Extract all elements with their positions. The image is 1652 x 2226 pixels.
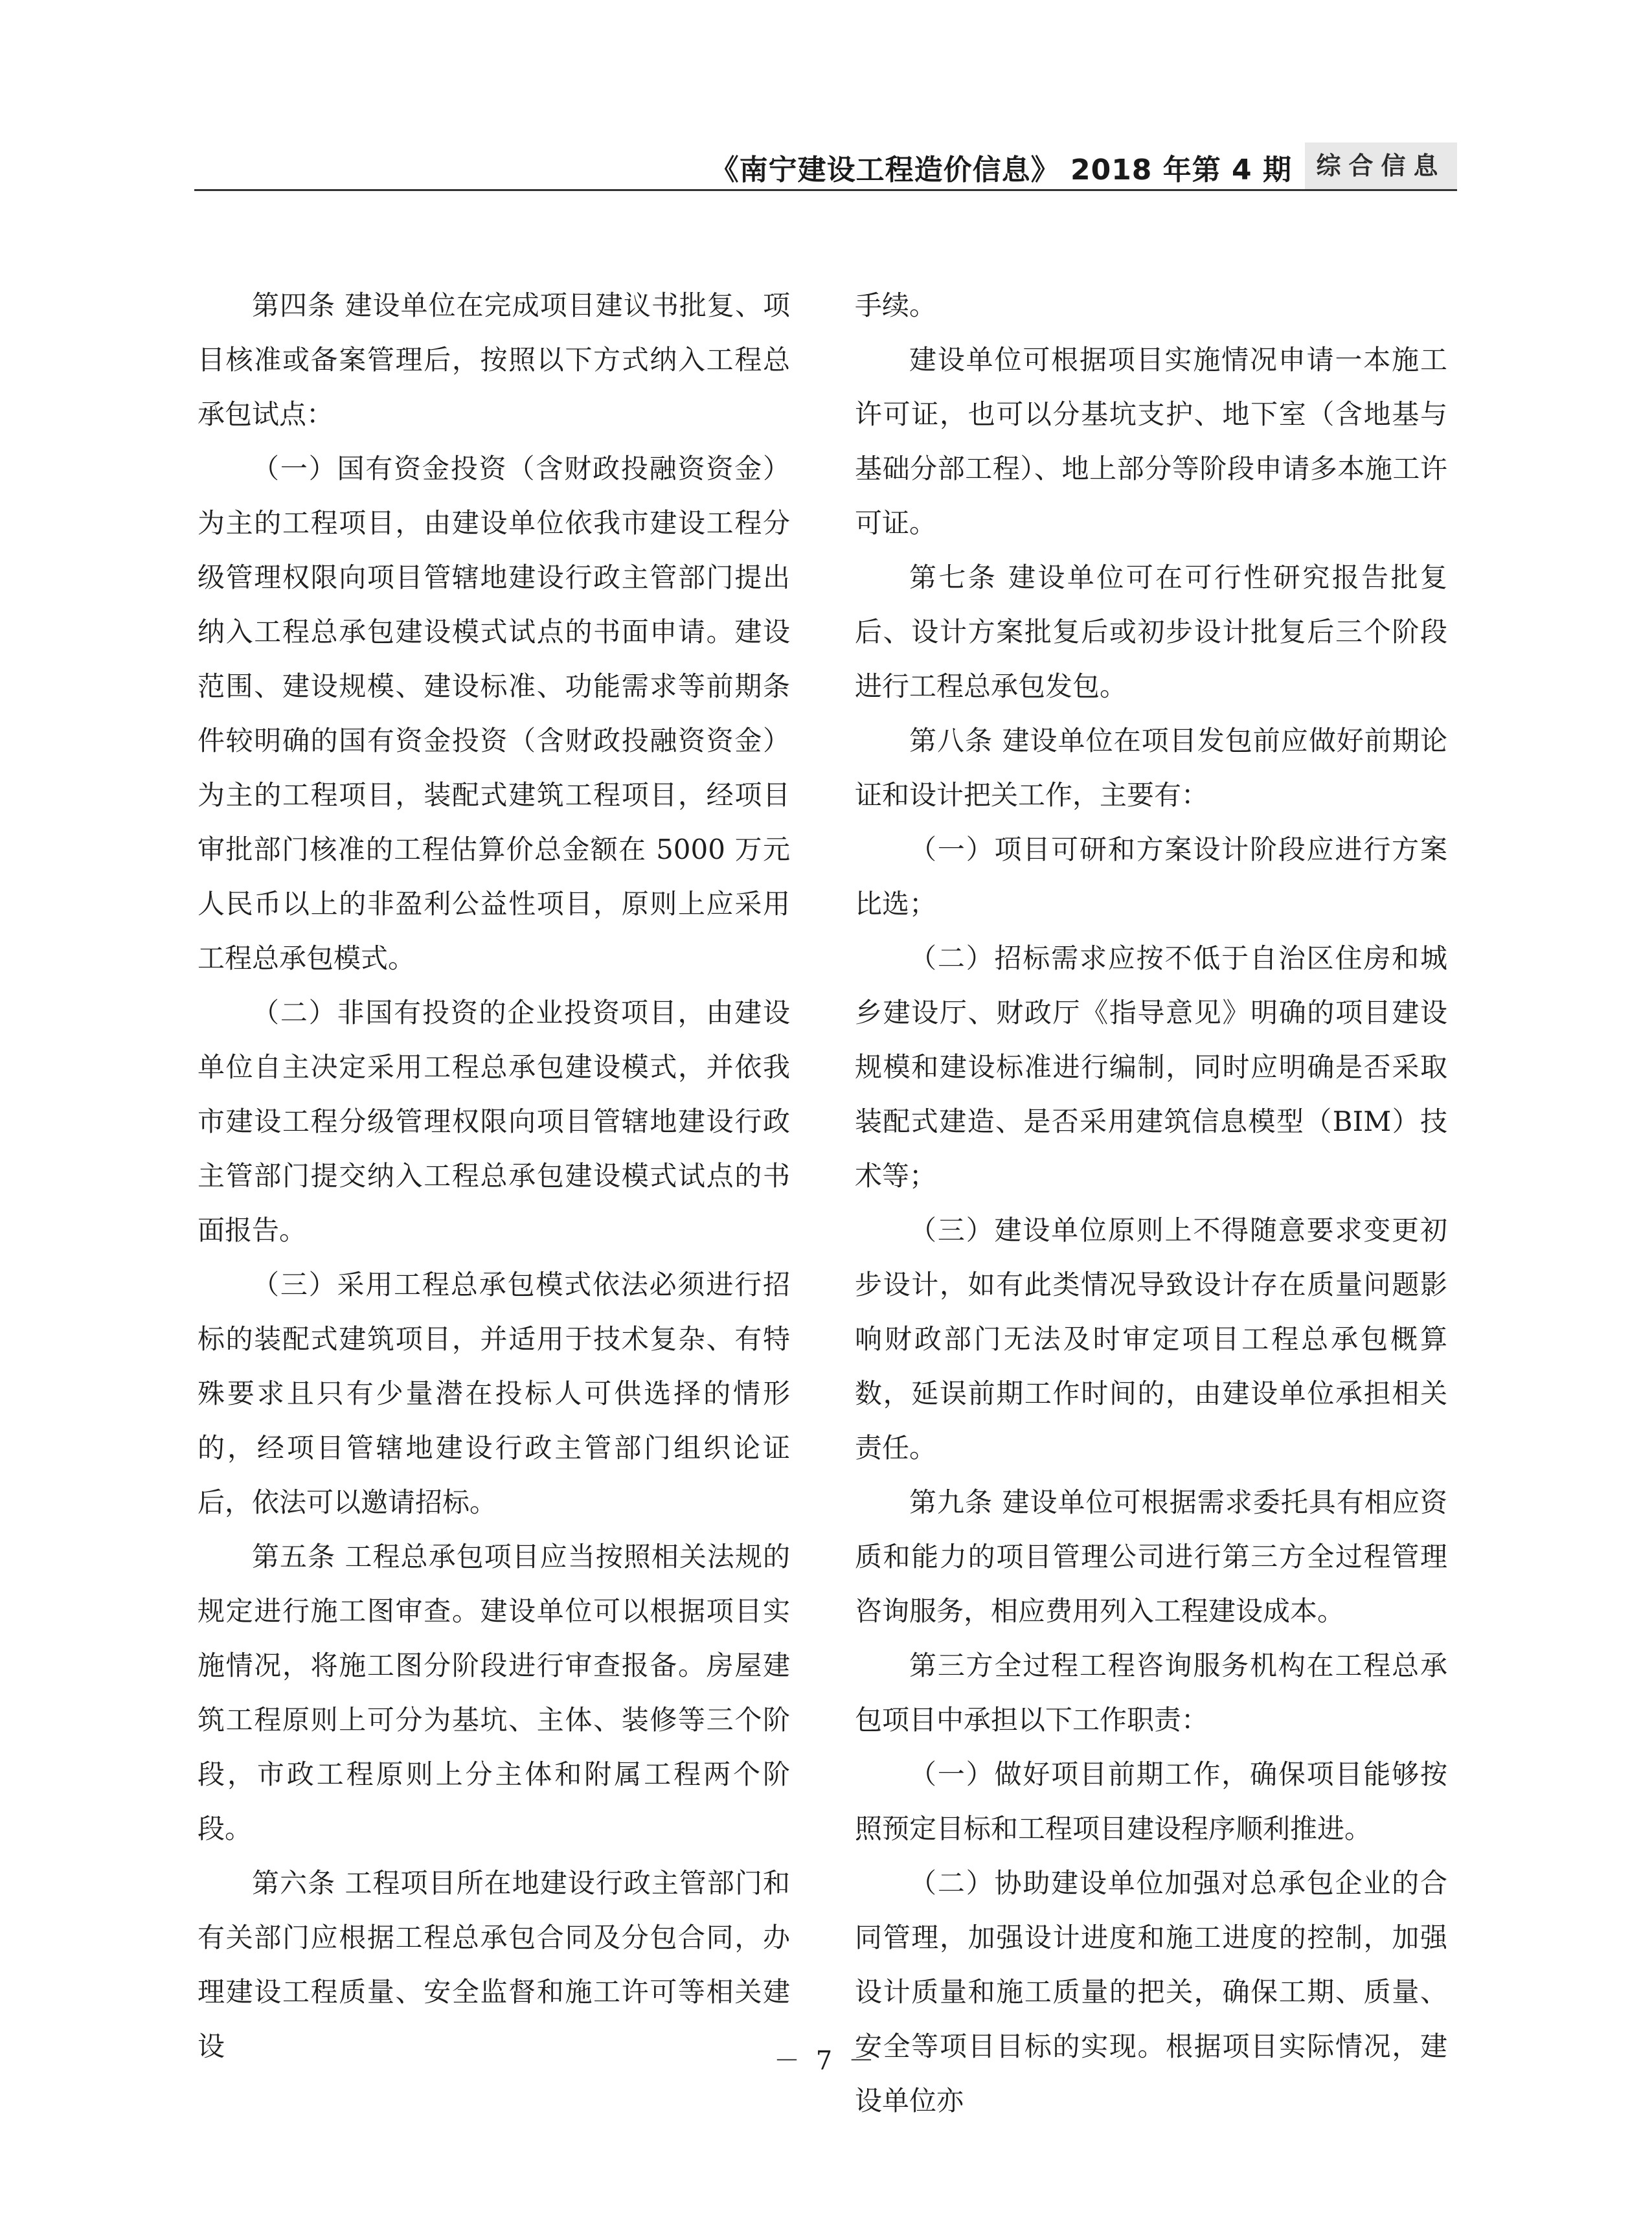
section-label: 综合信息 (1305, 142, 1457, 189)
article-8-paragraph: 第八条 建设单位在项目发包前应做好前期论证和设计把关工作，主要有： (855, 725, 1447, 811)
page-number: － 7 － (774, 2046, 878, 2076)
right-column (855, 278, 1447, 2128)
article-4-item-2: （二）非国有投资的企业投资项目，由建设单位自主决定采用工程总承包建设模式，并依我市建设工程分级管理权限向项目管辖地建设行政主管部门提交纳入工程总承包建设模式试点的书面报告。 (198, 997, 790, 1246)
article-4-item-1: （一）国有资金投资（含财政投融资资金）为主的工程项目，由建设单位依我市建设工程分级管理权限向项目管辖地建设行政主管部门提出纳入工程总承包建设模式试点的书面申请。建设范围、建设规模、建设标准、功能需求等前期条件较明确的国有资金投资（含财政投融资资金）为主的工程项目，装配式建筑工程项目，经项目审批部门核准的工程估算价总金额在 5000 万元人民币以上的非盈利公益性项目，原则上应采用工程总承包模式。 (198, 453, 790, 974)
article-5-paragraph: 第五条 工程总承包项目应当按照相关法规的规定进行施工图审查。建设单位可以根据项目实施情况，将施工图分阶段进行审查报备。房屋建筑工程原则上可分为基坑、主体、装修等三个阶段，市政工程原则上分主体和附属工程两个阶段。 (198, 1541, 790, 1845)
duty-item-2: （二）协助建设单位加强对总承包企业的合同管理，加强设计进度和施工进度的控制，加强设计质量和施工质量的把关，确保工期、质量、安全等项目目标的实现。根据项目实际情况，建设单位亦 (855, 1867, 1447, 2117)
journal-title: 《南宁建设工程造价信息》 2018 年第 4 期 (710, 153, 1292, 187)
duty-item-1: （一）做好项目前期工作，确保项目能够按照预定目标和工程项目建设程序顺利推进。 (855, 1758, 1447, 1845)
article-4-paragraph: 第四条 建设单位在完成项目建议书批复、项目核准或备案管理后，按照以下方式纳入工程总承包试点： (198, 290, 790, 430)
article-6-paragraph: 第六条 工程项目所在地建设行政主管部门和有关部门应根据工程总承包合同及分包合同，办理建设工程质量、安全监督和施工许可等相关建设 (198, 1867, 790, 2062)
article-4-item-3: （三）采用工程总承包模式依法必须进行招标的装配式建筑项目，并适用于技术复杂、有特殊要求且只有少量潜在投标人可供选择的情形的，经项目管辖地建设行政主管部门组织论证后，依法可以邀请招标。 (198, 1269, 790, 1518)
construction-permit-paragraph: 建设单位可根据项目实施情况申请一本施工许可证，也可以分基坑支护、地下室（含地基与基础分部工程）、地上部分等阶段申请多本施工许可证。 (855, 344, 1447, 539)
page-header (194, 142, 1457, 191)
consulting-duties-paragraph: 第三方全过程工程咨询服务机构在工程总承包项目中承担以下工作职责： (855, 1650, 1447, 1736)
article-8-item-2: （二）招标需求应按不低于自治区住房和城乡建设厅、财政厅《指导意见》明确的项目建设规模和建设标准进行编制，同时应明确是否采取装配式建造、是否采用建筑信息模型（BIM）技术等； (855, 942, 1447, 1192)
article-8-item-3: （三）建设单位原则上不得随意要求变更初步设计，如有此类情况导致设计存在质量问题影响财政部门无法及时审定项目工程总承包概算数，延误前期工作时间的，由建设单位承担相关责任。 (855, 1214, 1447, 1464)
left-column (198, 278, 790, 2074)
article-6-continuation: 手续。 (855, 290, 937, 321)
article-9-paragraph: 第九条 建设单位可根据需求委托具有相应资质和能力的项目管理公司进行第三方全过程管理咨询服务，相应费用列入工程建设成本。 (855, 1486, 1447, 1627)
article-7-paragraph: 第七条 建设单位可在可行性研究报告批复后、设计方案批复后或初步设计批复后三个阶段进行工程总承包发包。 (855, 562, 1447, 702)
article-8-item-1: （一）项目可研和方案设计阶段应进行方案比选； (855, 834, 1447, 920)
